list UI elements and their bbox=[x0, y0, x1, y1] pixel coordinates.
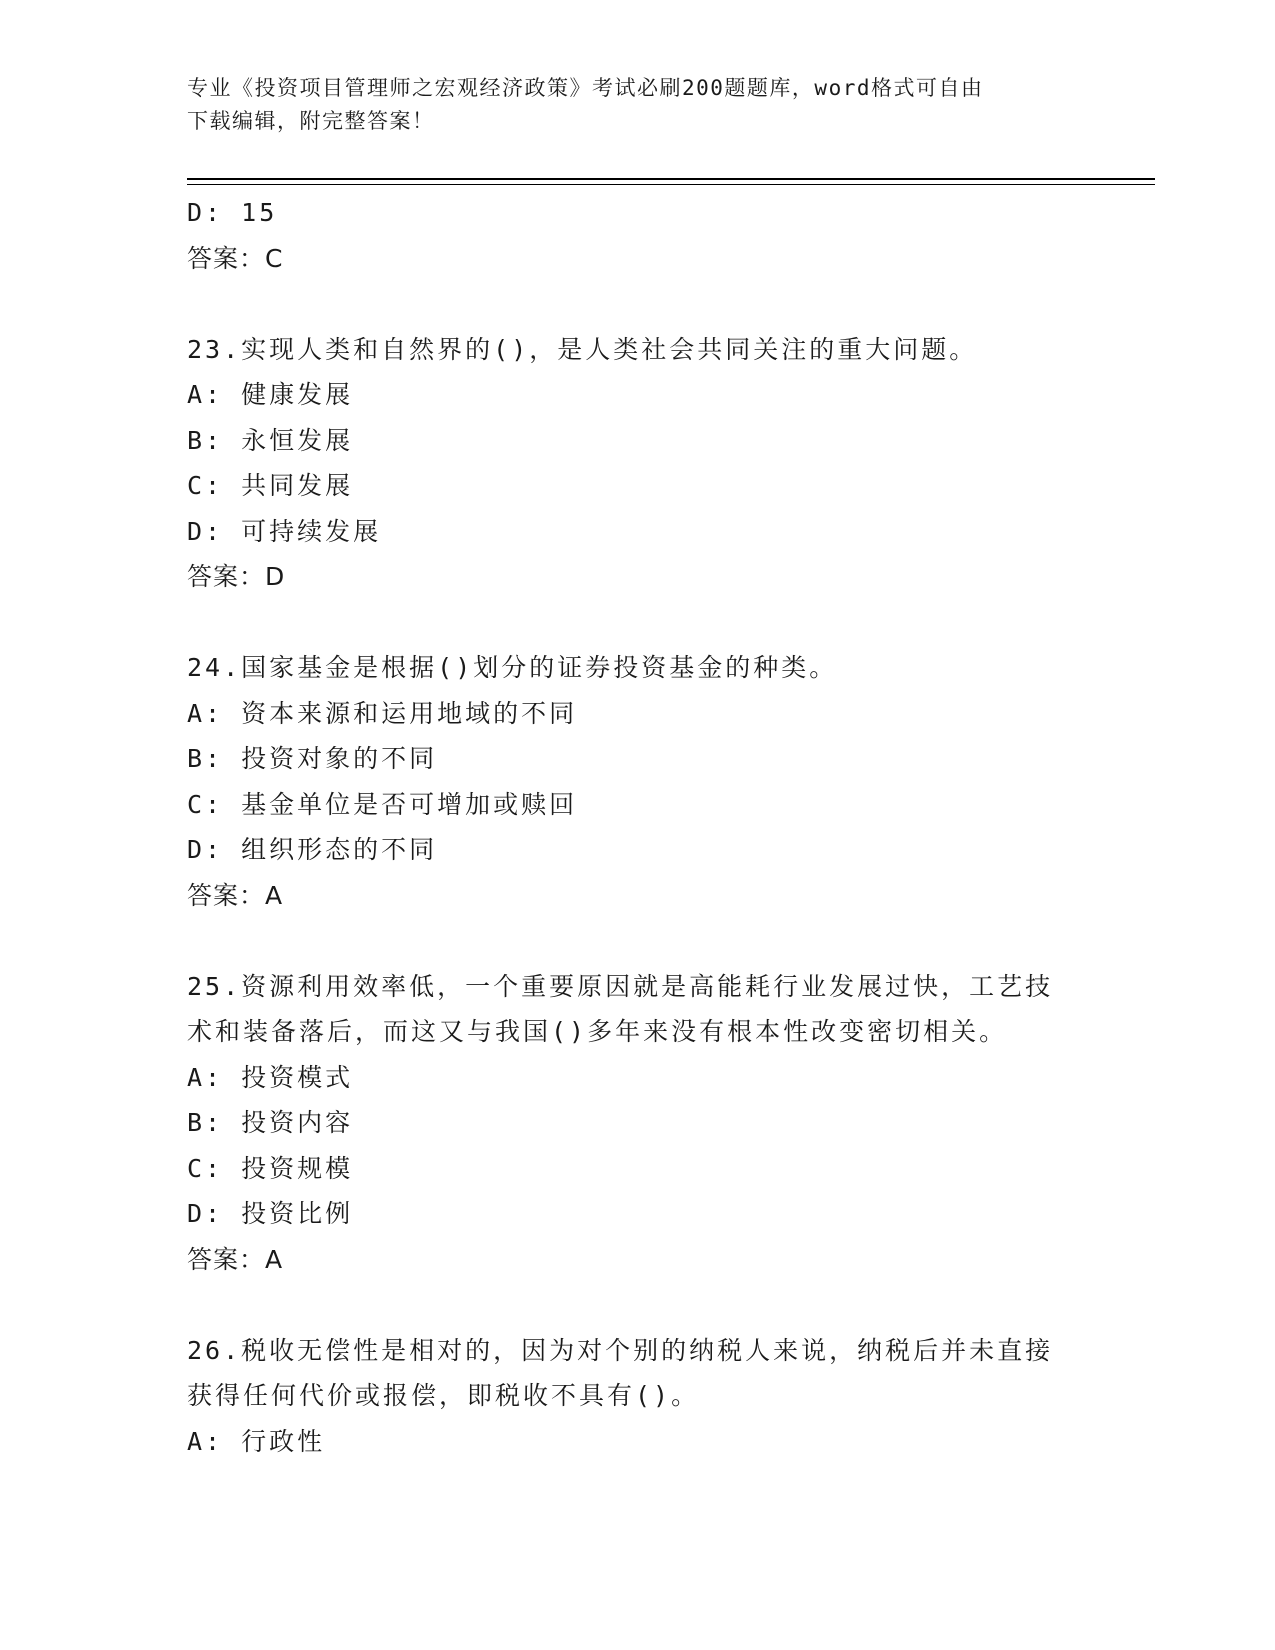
question-block-23 bbox=[187, 327, 1117, 600]
option-d: D: 组织形态的不同 bbox=[187, 835, 438, 864]
option-d: D: 15 bbox=[187, 198, 278, 227]
option-a: A: 资本来源和运用地域的不同 bbox=[187, 698, 578, 728]
option-d: D: 可持续发展 bbox=[187, 516, 382, 546]
question-text-line-1: 26.税收无偿性是相对的，因为对个别的纳税人来说，纳税后并未直接 bbox=[187, 1335, 1054, 1365]
header-divider-thick bbox=[187, 178, 1155, 180]
option-b: B: 投资内容 bbox=[187, 1108, 354, 1137]
option-a: A: 投资模式 bbox=[187, 1062, 354, 1092]
option-d: D: 投资比例 bbox=[187, 1199, 354, 1228]
question-text-line-2: 术和装备落后，而这又与我国()多年来没有根本性改变密切相关。 bbox=[187, 1017, 1008, 1046]
answer-line: 答案：C bbox=[187, 243, 284, 273]
question-text: 24.国家基金是根据()划分的证券投资基金的种类。 bbox=[187, 653, 838, 682]
option-a: A: 行政性 bbox=[187, 1426, 326, 1456]
question-text: 23.实现人类和自然界的()，是人类社会共同关注的重大问题。 bbox=[187, 334, 978, 364]
header-line-2: 下载编辑，附完整答案！ bbox=[187, 109, 435, 133]
spacer bbox=[187, 600, 1117, 646]
option-c: C: 投资规模 bbox=[187, 1153, 354, 1183]
spacer bbox=[187, 1282, 1117, 1328]
option-c: C: 共同发展 bbox=[187, 471, 354, 500]
header-line-1: 专业《投资项目管理师之宏观经济政策》考试必刷200题题库，word格式可自由 bbox=[187, 76, 984, 100]
option-c: C: 基金单位是否可增加或赎回 bbox=[187, 789, 578, 819]
option-a: A: 健康发展 bbox=[187, 380, 354, 409]
question-block-25 bbox=[187, 964, 1117, 1283]
option-b: B: 投资对象的不同 bbox=[187, 744, 438, 773]
answer-line: 答案：D bbox=[187, 562, 286, 591]
question-text-line-2: 获得任何代价或报偿，即税收不具有()。 bbox=[187, 1381, 700, 1410]
answer-line: 答案：A bbox=[187, 880, 284, 910]
spacer bbox=[187, 281, 1117, 327]
header-divider-thin bbox=[187, 184, 1155, 185]
question-block-prev bbox=[187, 190, 1117, 281]
question-block-26 bbox=[187, 1328, 1117, 1465]
question-text-line-1: 25.资源利用效率低，一个重要原因就是高能耗行业发展过快，工艺技 bbox=[187, 971, 1054, 1001]
option-b: B: 永恒发展 bbox=[187, 425, 354, 455]
answer-line: 答案：A bbox=[187, 1244, 284, 1274]
question-block-24 bbox=[187, 645, 1117, 918]
document-header bbox=[187, 72, 1087, 138]
spacer bbox=[187, 918, 1117, 964]
question-list bbox=[187, 190, 1117, 1464]
